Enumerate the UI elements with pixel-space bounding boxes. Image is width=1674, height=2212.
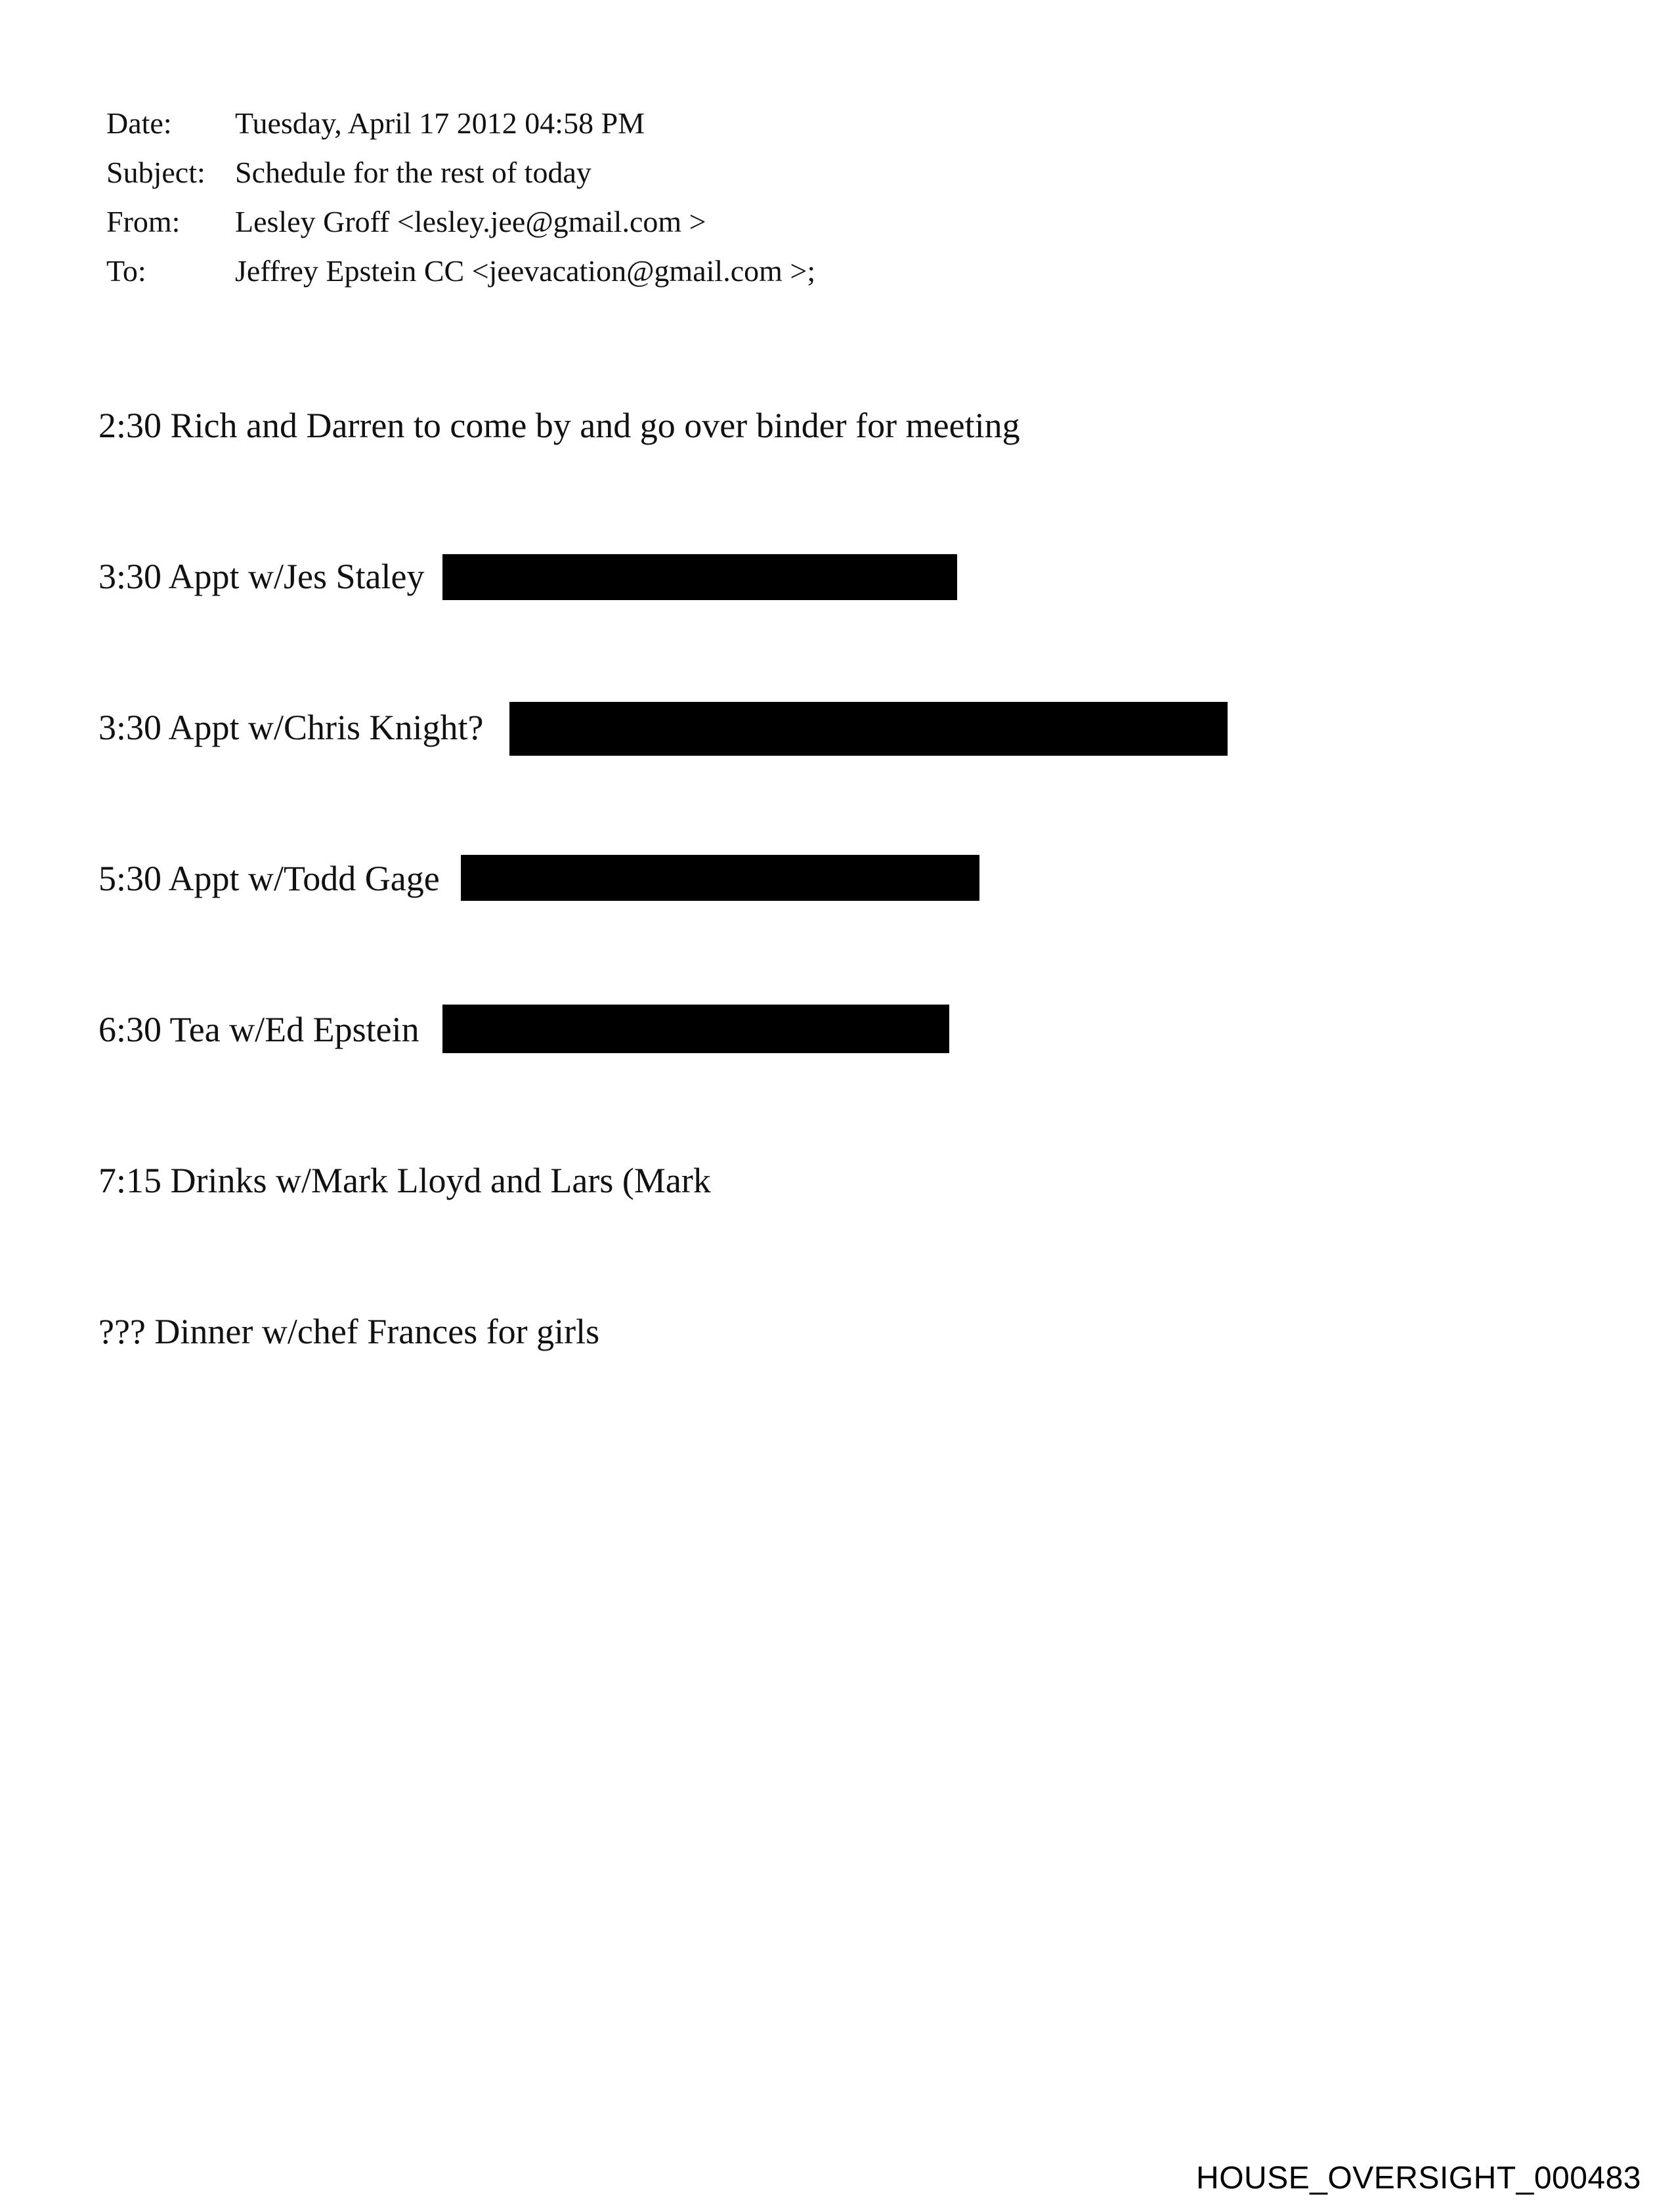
schedule-item: 2:30 Rich and Darren to come by and go over binder for meeting [98,406,1020,445]
subject-label: Subject: [106,156,205,189]
redaction-block [509,702,1228,756]
from-value: Lesley Groff <lesley.jee@gmail.com > [235,205,706,238]
schedule-item: 3:30 Appt w/Chris Knight? [98,708,484,747]
to-label: To: [106,254,146,288]
to-row [106,246,815,295]
redaction-block [461,855,979,901]
schedule-item: 3:30 Appt w/Jes Staley [98,557,425,596]
date-label: Date: [106,106,172,140]
redaction-block [442,554,957,600]
bates-number: HOUSE_OVERSIGHT_000483 [1196,2161,1641,2196]
date-value: Tuesday, April 17 2012 04:58 PM [235,106,645,140]
schedule-item: ??? Dinner w/chef Frances for girls [98,1312,600,1351]
schedule-item: 6:30 Tea w/Ed Epstein [98,1010,419,1049]
date-row [106,98,815,148]
redaction-block [442,1005,949,1053]
to-value: Jeffrey Epstein CC <jeevacation@gmail.com >; [235,254,816,288]
from-row [106,197,815,246]
schedule-item: 7:15 Drinks w/Mark Lloyd and Lars (Mark [98,1161,711,1200]
email-header [106,98,815,295]
schedule-item: 5:30 Appt w/Todd Gage [98,859,440,898]
subject-value: Schedule for the rest of today [235,156,591,189]
subject-row [106,148,815,197]
from-label: From: [106,205,181,238]
